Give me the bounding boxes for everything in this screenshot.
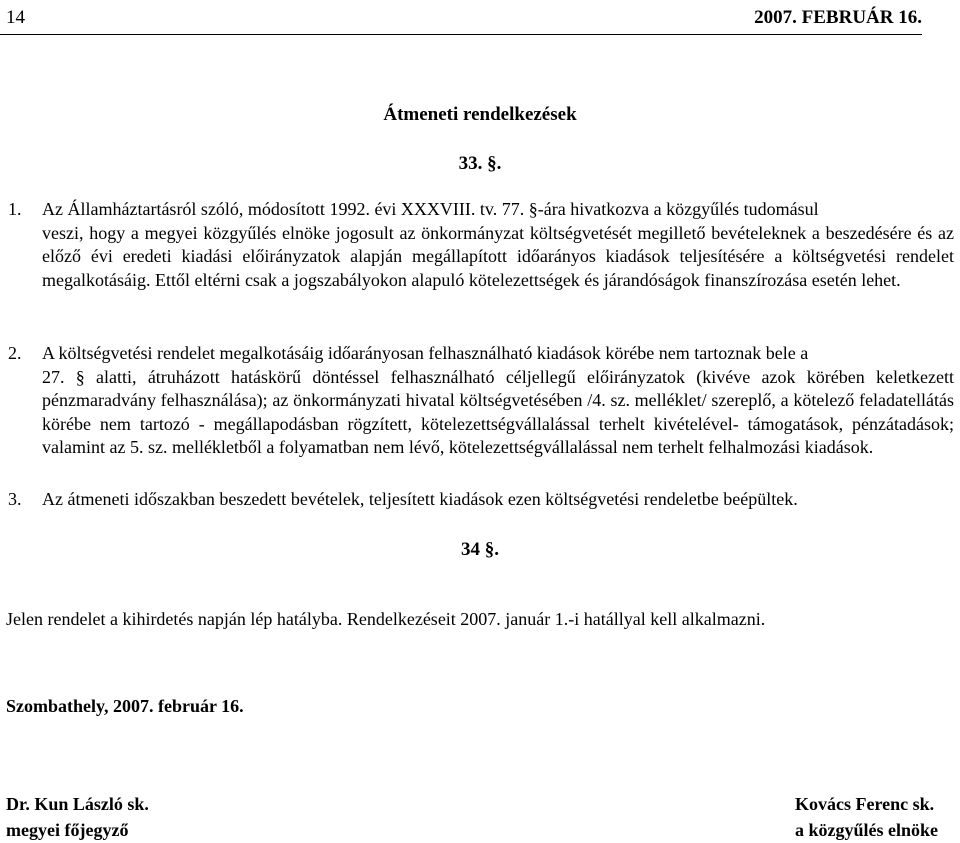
- page-header: [6, 6, 922, 30]
- paragraph-2-text: 27. § alatti, átruházott hatáskörű döntéssel felhasználható céljellegű előirányzatok (kivéve azok körében keletkezett pénzmaradvány felhasználása); az önkormányzati hivatal költségvetésében /4. sz. melléklet/ szereplő, a kötelező feladatellátás körébe nem tartozó - megállapodásban rögzített, kötelezettségvállalással terhelt kivételével- támogatások, pénzátadások; valamint az 5. sz. mellékletből a folyamatban nem lévő, kötelezettségvállalással nem terhelt felhalmozási kiadások.: [42, 366, 954, 457]
- header-rule: [0, 34, 922, 35]
- paragraph-2-number: 2.: [8, 343, 22, 363]
- place-date: Szombathely, 2007. február 16.: [6, 696, 244, 716]
- signature-right: [795, 791, 938, 843]
- paragraph-3-number: 3.: [8, 489, 22, 509]
- signature-right-name: Kovács Ferenc sk.: [794, 794, 935, 814]
- paragraph-1-first-line: Az Államháztartásról szóló, módosított 1992. évi XXXVIII. tv. 77. §-ára hivatkozva a közgyűlés tudomásul: [42, 199, 819, 219]
- section-33-heading: 33. §.: [458, 153, 502, 174]
- section-title: Átmeneti rendelkezések: [383, 104, 577, 125]
- effective-date-text: Jelen rendelet a kihirdetés napján lép hatályba. Rendelkezéseit 2007. január 1.-i hatállyal kell alkalmazni.: [6, 609, 766, 629]
- paragraph-2-first-line: A költségvetési rendelet megalkotásáig időarányosan felhasználható kiadások körébe nem tartoznak bele a: [42, 343, 809, 363]
- header-date: 2007. FEBRUÁR 16.: [754, 7, 922, 28]
- page-number: 14: [6, 7, 25, 28]
- paragraph-1-text: veszi, hogy a megyei közgyűlés elnöke jogosult az önkormányzat költségvetését megillető bevételeknek a beszedésére és az előző évi eredeti kiadási előirányzatok alapján megállapított időarányos kiadások teljesítésére a költségvetési rendelet megalkotásáig. Ettől eltérni csak a jogszabályokon alapuló kötelezettségek és járandóságok finanszírozása esetén lehet.: [42, 222, 954, 290]
- paragraph-3: [8, 488, 954, 512]
- signature-left: [6, 791, 149, 843]
- paragraph-2: [8, 342, 954, 460]
- paragraph-1-number: 1.: [8, 199, 22, 219]
- paragraph-3-text: Az átmeneti időszakban beszedett bevételek, teljesített kiadások ezen költségvetési rendeletbe beépültek.: [42, 489, 798, 509]
- section-34-heading: 34 §.: [461, 539, 499, 560]
- signature-right-title: a közgyűlés elnöke: [794, 820, 938, 840]
- signature-left-title: megyei főjegyző: [6, 820, 129, 840]
- paragraph-1: [8, 198, 954, 292]
- signature-left-name: Dr. Kun László sk.: [6, 794, 149, 814]
